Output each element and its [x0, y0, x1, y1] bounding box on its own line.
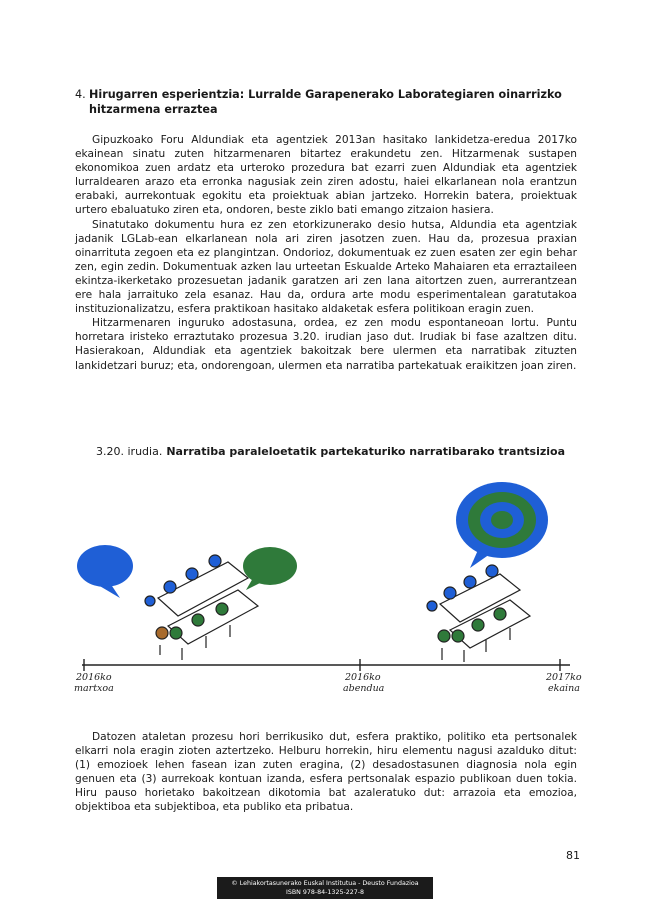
timeline-date-2-year: 2016ko	[345, 672, 381, 683]
timeline-date-1-year: 2016ko	[76, 672, 112, 683]
blue-speech-bubble-icon	[77, 545, 133, 598]
section-number: 4.	[75, 88, 86, 101]
timeline-date-2-month: abendua	[343, 683, 385, 694]
figure-illustration	[70, 470, 590, 695]
paragraph: Gipuzkoako Foru Aldundiak eta agentziek 2013an hasitako lankidetza-eredua 2017ko ekainean sinatu zuten hitzarmenaren bitartez erakundetu zen. Hitzarmenak sustapen ekonomikoa zuen ardatz eta urteroko prozedura bat ezarri zuen Aldundiak eta agentziek lurraldearen arazo eta erronka nagusiak zein ziren adostu, haiei elkarlanean nola erantzun erabaki, aurrekontuak egokitu eta proiektuak abian jartzeko. Horrekin batera, proiektuak urtero ebaluatuko ziren eta, ondoren, beste ziklo bati emango zitzaion hasiera.	[75, 134, 577, 217]
section-title: Hirugarren esperientzia: Lurralde Garapenerako Laborategiaren oinarrizko hitzarmena erraztea	[89, 88, 562, 116]
figure-label: 3.20. irudia.	[96, 445, 163, 458]
footer-isbn: ISBN 978-84-1325-227-8	[285, 889, 365, 896]
green-speech-bubble-icon	[243, 547, 297, 590]
timeline	[82, 659, 570, 671]
timeline-date-1-month: martxoa	[74, 683, 114, 694]
footer-copyright-box	[217, 877, 433, 899]
timeline-date-3-month: ekaina	[548, 683, 580, 694]
paragraph: Sinatutako dokumentu hura ez zen etorkizunerako desio hutsa, Aldundia eta agentziak jadanik LGLab-ean elkarlanean nola ari ziren jasotzen zuen. Hau da, prozesua praxian oinarrituta zegoen eta ez plangintzan. Ondorioz, dokumentuak ez zuen esaten zer egin behar zen, egin zedin. Dokumentuak azken lau urteetan Eskualde Arteko Mahaiaren eta erraztaileen ekintza-ikerketako prozesuetan jadanik garatzen ari zen lana aitortzen zuen, aurrerantzean ere hala jarraituko zela esanaz. Hau da, ordura arte modu esperimentalean garatutakoa instituzionalizatzu, esfera praktikoan hasitako aldaketak esfera politikoan eragin zuen.	[75, 218, 577, 316]
page-number: 81	[566, 849, 580, 862]
figure-title: Narratiba paraleloetatik partekaturiko narratibarako trantsizioa	[166, 445, 566, 458]
timeline-date-3-year: 2017ko	[546, 672, 582, 683]
paragraph: Hitzarmenaren inguruko adostasuna, ordea, ez zen modu espontaneoan lortu. Puntu horretara iristeko erraztutako prozesua 3.20. irudian jaso dut. Irudiak bi fase azaltzen ditu. Hasierakoan, Aldundiak eta agentziek bakoitzak bere ulermen eta narratibak zituzten lankidetzari buruz; eta, ondorengoan, ulermen eta narratiba partekatuak eraikitzen joan ziren.	[75, 317, 577, 372]
meeting-table-left-icon	[145, 555, 258, 660]
paragraph: Datozen ataletan prozesu hori berrikusiko dut, esfera praktiko, politiko eta pertsonalek elkarri nola eragin zioten aztertzeko. Helburu horrekin, hiru elementu nagusi azalduko ditut: (1) emozioek lehen fasean izan zuten eragina, (2) desadostasunen diagnosia nola egin genuen eta (3) aurrekoak kontuan izanda, esfera pertsonalak espazio publikoan duen tokia. Hiru pauso horietako bakoitzean dikotomia bat azaleratuko dut: arrazoia eta emozioa, objektiboa eta subjektiboa, eta publiko eta pribatua.	[75, 731, 577, 814]
narrative-transition-drawing	[70, 470, 590, 695]
closing-text	[75, 730, 577, 815]
meeting-table-right-icon	[427, 565, 530, 662]
intro-text	[75, 133, 577, 373]
figure-caption	[96, 445, 565, 459]
footer-copyright: © Lehiakortasunerako Euskal Institutua - Deusto Fundazioa	[231, 880, 419, 887]
shared-narrative-bubble-icon	[456, 482, 548, 568]
